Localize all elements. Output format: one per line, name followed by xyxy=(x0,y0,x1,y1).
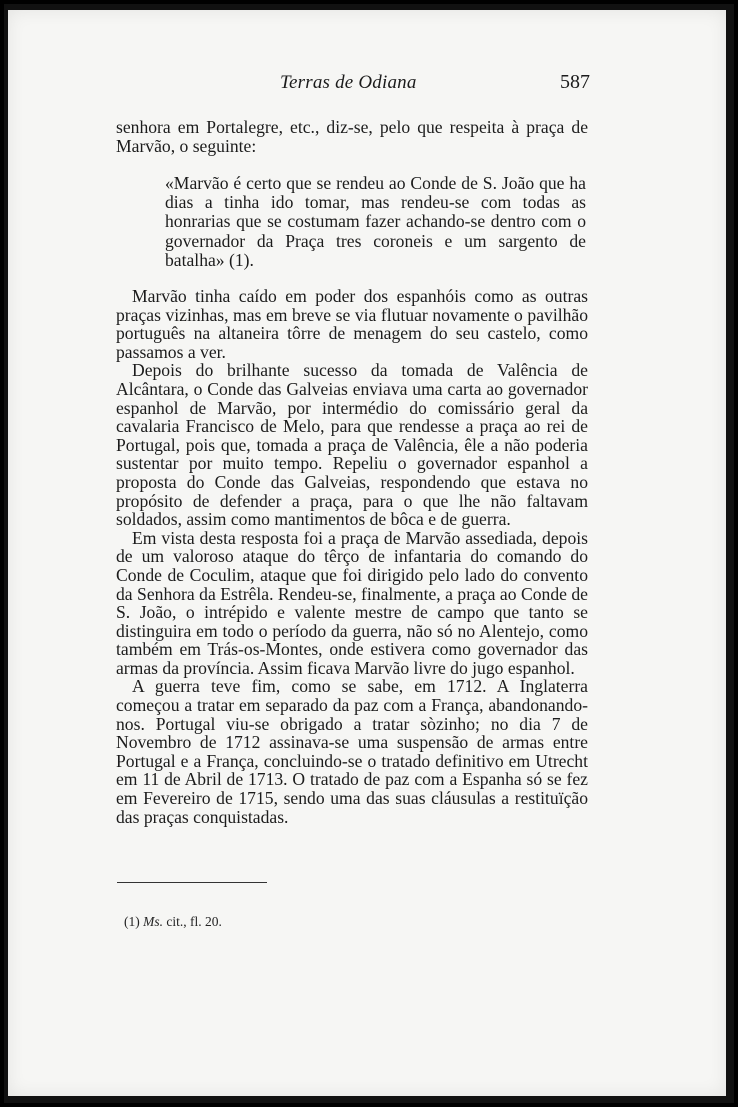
footnote-marker: (1) xyxy=(124,914,140,929)
paragraph: Em vista desta resposta foi a praça de Marvão assediada, depois de um valoroso ataque do têrço de infantaria do comando do Conde de Coculim, ataque que foi dirigido pelo lado do convento da Senhora da Estrêla. Rendeu-se, finalmente, a praça ao Conde de S. João, o intrépido e valente mestre de campo que tanto se distinguira em todo o período da guerra, não só no Alentejo, como também em Trás-os-Montes, onde estivera como governador das armas da província. Assim ficava Marvão livre do jugo espanhol. xyxy=(116,527,588,678)
running-title: Terras de Odiana xyxy=(280,72,417,93)
paragraph: Marvão tinha caído em poder dos espanhóis como as outras praças vizinhas, mas em breve se via flutuar novamente o pavilhão português na altaneira tôrre de menagem do seu castelo, como passamos a ver. xyxy=(116,286,588,362)
quote-text: «Marvão é certo que se rendeu ao Conde de S. João que ha dias a tinha ido tomar, mas rendeu-se com todas as honrarias que se costumam fazer achando-se dentro com o governador da Praça tres coroneis e um sargento de batalha» (1). xyxy=(165,173,586,270)
footnote-source: Ms. xyxy=(143,914,163,929)
paragraph: Depois do brilhante sucesso da tomada de Valência de Alcântara, o Conde das Galveias enviava uma carta ao governador espanhol de Marvão, por intermédio do comissário geral da cavalaria Francisco de Melo, para que rendesse a praça ao rei de Portugal, pois que, tomada a praça de Valência, êle a não poderia sustentar por muito tempo. Repeliu o governador espanhol a proposta do Conde das Galveias, respondendo que estava no propósito de defender a praça, para o que lhe não faltavam soldados, assim como mantimentos de bôca e de guerra. xyxy=(116,360,588,530)
intro-text: senhora em Portalegre, etc., diz-se, pelo que respeita à praça de Marvão, o seguinte: xyxy=(116,117,588,156)
page-number: 587 xyxy=(560,71,590,93)
footnote-reference: cit., fl. 20. xyxy=(166,914,222,929)
intro-paragraph xyxy=(116,118,588,155)
block-quote xyxy=(165,174,586,270)
footnote-divider xyxy=(117,882,267,883)
footnote xyxy=(124,914,222,930)
paragraph: A guerra teve fim, como se sabe, em 1712. A Inglaterra começou a tratar em separado da paz com a França, abandonando-nos. Portugal viu-se obrigado a tratar sòzinho; no dia 7 de Novembro de 1712 assinava-se uma suspensão de armas entre Portugal e a França, concluindo-se o tratado definitivo em Utrecht em 11 de Abril de 1713. O tratado de paz com a Espanha só se fez em Fevereiro de 1715, sendo uma das suas cláusulas a restituïção das praças conquistadas. xyxy=(116,676,588,827)
body-text xyxy=(116,287,588,826)
